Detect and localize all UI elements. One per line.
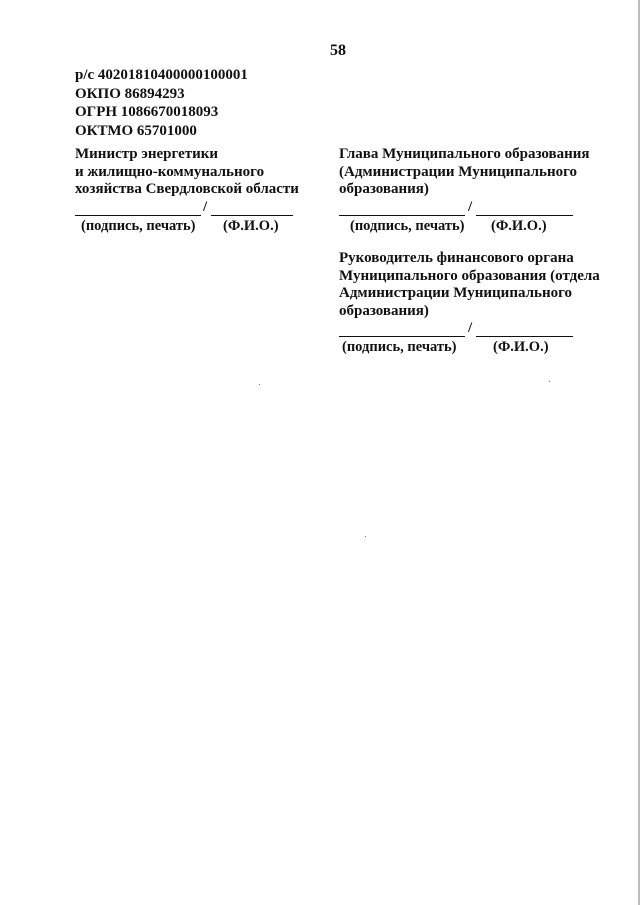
account-number: р/с 40201810400000100001 — [75, 67, 248, 83]
signature-underline — [339, 215, 465, 216]
bank-details — [75, 66, 248, 140]
signature-caption: (подпись, печать) — [81, 217, 196, 234]
name-underline — [211, 215, 293, 216]
minister-signature-line — [75, 200, 299, 218]
minister-title-line: хозяйства Свердловской области — [75, 181, 299, 197]
head-title-line: (Администрации Муниципального — [339, 163, 578, 180]
name-caption: (Ф.И.О.) — [493, 339, 549, 355]
minister-captions — [75, 218, 299, 236]
scan-speck — [365, 536, 366, 537]
signature-underline — [339, 336, 465, 337]
finance-signature-line — [339, 321, 600, 339]
name-underline — [476, 336, 573, 337]
minister-title-line: и жилищно-коммунального — [75, 163, 265, 180]
scan-speck — [259, 384, 260, 385]
finance-signature-block — [339, 250, 600, 357]
finance-captions — [339, 339, 600, 357]
signature-underline — [75, 215, 201, 216]
head-captions — [339, 218, 590, 236]
scan-speck — [549, 381, 550, 382]
separator-slash: / — [468, 320, 473, 336]
head-title-line: образования) — [339, 181, 429, 197]
page-number: 58 — [330, 42, 346, 59]
name-underline — [476, 215, 573, 216]
separator-slash: / — [203, 198, 208, 215]
head-signature-block — [339, 146, 590, 236]
head-title — [339, 146, 590, 199]
signature-caption: (подпись, печать) — [342, 339, 457, 355]
oktmo-code: ОКТМО 65701000 — [75, 122, 197, 139]
head-signature-line — [339, 200, 590, 218]
okpo-code: ОКПО 86894293 — [75, 85, 185, 102]
separator-slash: / — [468, 198, 473, 215]
name-caption: (Ф.И.О.) — [223, 217, 279, 234]
head-title-line: Глава Муниципального образования — [339, 146, 590, 162]
finance-title-line: Руководитель финансового органа — [339, 250, 574, 266]
minister-signature-block — [75, 146, 299, 236]
finance-title-line: образования) — [339, 302, 429, 319]
minister-title — [75, 146, 299, 199]
name-caption: (Ф.И.О.) — [491, 217, 547, 234]
finance-title-line: Администрации Муниципального — [339, 285, 573, 301]
ogrn-code: ОГРН 1086670018093 — [75, 104, 219, 120]
finance-title-line: Муниципального образования (отдела — [339, 267, 600, 284]
finance-title — [339, 250, 600, 320]
minister-title-line: Министр энергетики — [75, 146, 219, 162]
signature-caption: (подпись, печать) — [350, 217, 465, 234]
